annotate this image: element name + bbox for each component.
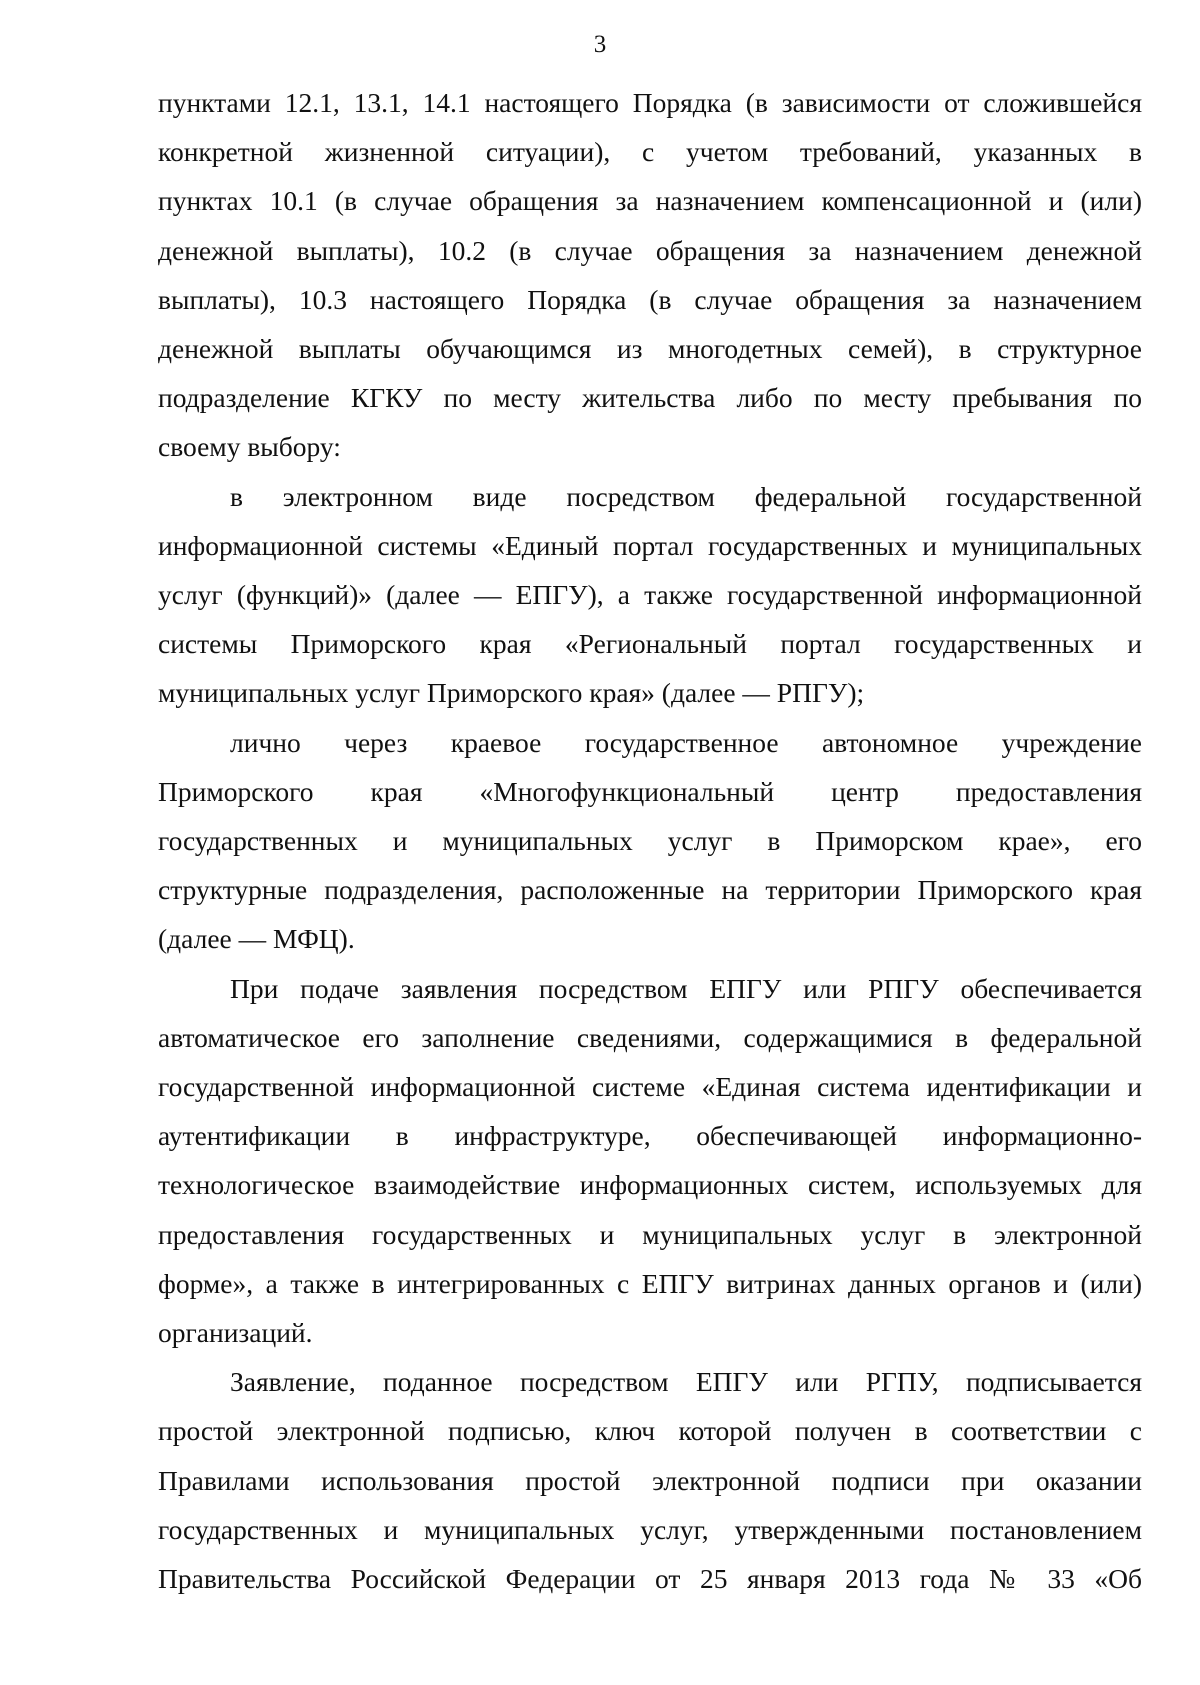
text-line: пунктах 10.1 (в случае обращения за назначением компенсационной и (или) — [158, 185, 1142, 217]
text-line: (далее — МФЦ). — [158, 923, 355, 955]
text-line: При подаче заявления посредством ЕПГУ или РПГУ обеспечивается — [230, 972, 1142, 1004]
text-line: выплаты), 10.3 настоящего Порядка (в случае обращения за назначением — [158, 283, 1142, 315]
text-line: муниципальных услуг Приморского края» (далее — РПГУ); — [158, 677, 865, 709]
text-line: организаций. — [158, 1317, 313, 1349]
text-line: конкретной жизненной ситуации), с учетом требований, указанных в — [158, 136, 1142, 168]
text-line: Заявление, поданное посредством ЕПГУ или РГПУ, подписывается — [230, 1366, 1142, 1398]
text-line: подразделение КГКУ по месту жительства либо по месту пребывания по — [158, 382, 1142, 414]
text-line: автоматическое его заполнение сведениями, содержащимися в федеральной — [158, 1021, 1142, 1053]
text-line: простой электронной подписью, ключ которой получен в соответствии с — [158, 1415, 1142, 1447]
text-line: системы Приморского края «Региональный портал государственных и — [158, 628, 1142, 660]
paragraph-3 — [158, 718, 1142, 964]
paragraph-1 — [158, 78, 1142, 472]
text-line: государственной информационной системе «Единая система идентификации и — [158, 1071, 1142, 1103]
text-line: Правительства Российской Федерации от 25 января 2013 года № 33 «Об — [158, 1563, 1142, 1595]
text-line: Правилами использования простой электронной подписи при оказании — [158, 1464, 1142, 1496]
text-line: государственных и муниципальных услуг в Приморском крае», его — [158, 825, 1142, 857]
text-line: в электронном виде посредством федеральной государственной — [230, 480, 1142, 512]
text-line: государственных и муниципальных услуг, утвержденными постановлением — [158, 1513, 1142, 1545]
text-line: Приморского края «Многофункциональный центр предоставления — [158, 775, 1142, 807]
text-line: пунктами 12.1, 13.1, 14.1 настоящего Порядка (в зависимости от сложившейся — [158, 87, 1142, 118]
text-line: лично через краевое государственное автономное учреждение — [230, 726, 1142, 758]
text-line: технологическое взаимодействие информационных систем, используемых для — [158, 1169, 1142, 1201]
text-line: предоставления государственных и муниципальных услуг в электронной — [158, 1218, 1142, 1250]
text-line: услуг (функций)» (далее — ЕПГУ), а также государственной информационной — [158, 579, 1142, 611]
text-line: денежной выплаты обучающимся из многодетных семей), в структурное — [158, 333, 1142, 365]
document-body — [158, 78, 1142, 1603]
page-number: 3 — [593, 31, 607, 58]
text-line: денежной выплаты), 10.2 (в случае обращения за назначением денежной — [158, 234, 1142, 266]
text-line: форме», а также в интегрированных с ЕПГУ витринах данных органов и (или) — [158, 1267, 1142, 1299]
text-line: своему выбору: — [158, 431, 341, 463]
paragraph-2 — [158, 472, 1142, 718]
text-line: структурные подразделения, расположенные на территории Приморского края — [158, 874, 1142, 906]
paragraph-5 — [158, 1357, 1142, 1603]
text-line: информационной системы «Единый портал государственных и муниципальных — [158, 529, 1142, 561]
paragraph-4 — [158, 964, 1142, 1358]
text-line: аутентификации в инфраструктуре, обеспечивающей информационно- — [158, 1120, 1142, 1152]
